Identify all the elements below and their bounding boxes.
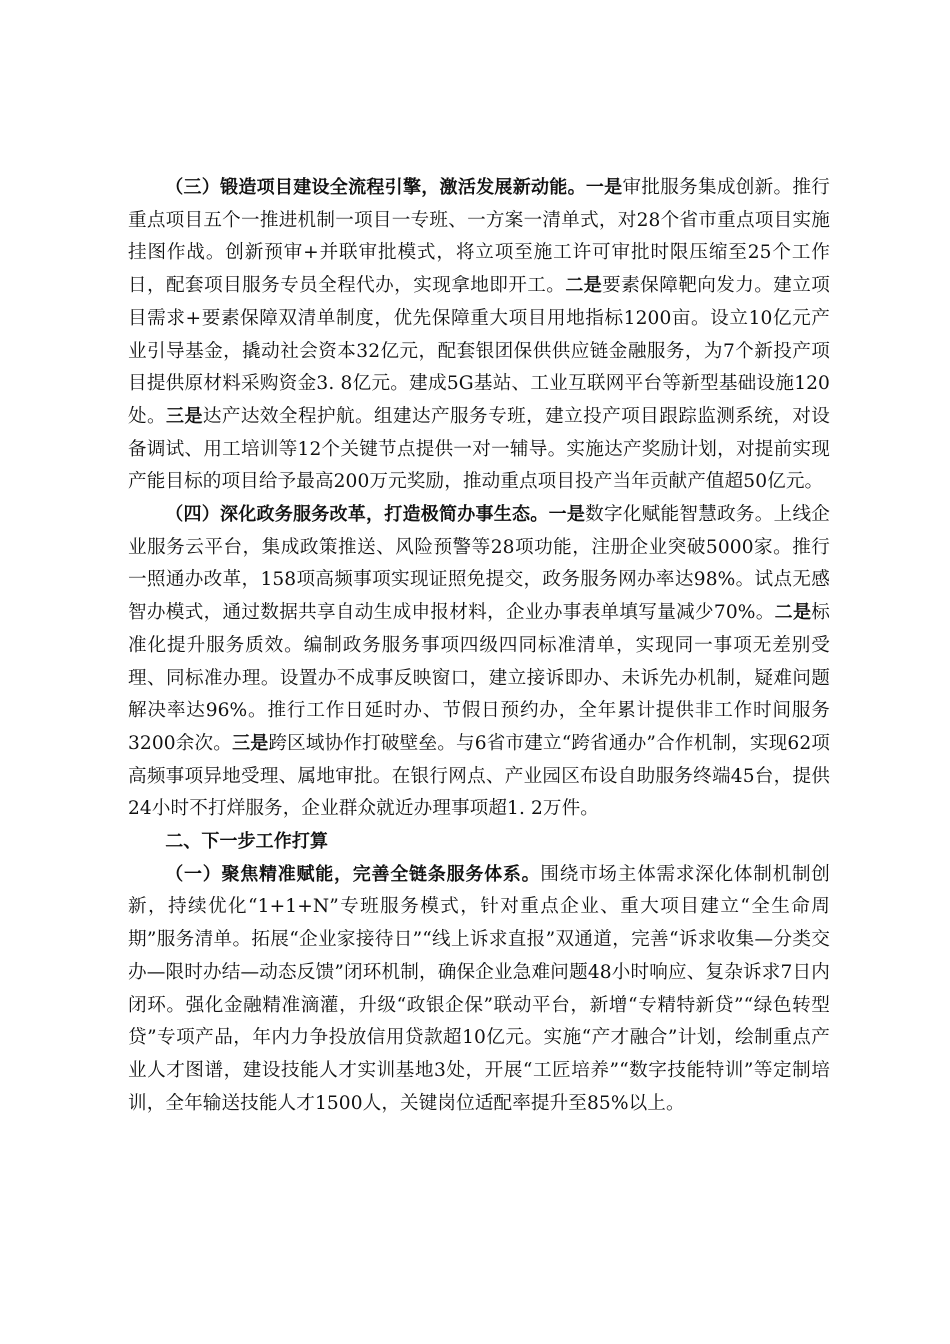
paragraph-next-steps — [128, 859, 830, 1121]
item-text: 审批服务集成创新。推行重点项目五个一推进机制一项目一专班、一方案一清单式，对28个省市重点项目实施挂图作战。创新预审+并联审批模式，将立项至施工许可审批时限压缩至25个工作日，配套项目服务专员全程代办，实现拿地即开工。 — [128, 177, 830, 297]
section-title: （三）锻造项目建设全流程引擎，激活发展新动能。 — [165, 177, 586, 198]
paragraph-section-4 — [128, 499, 830, 826]
item-label: 二是 — [774, 602, 812, 624]
paragraph-section-3 — [128, 172, 830, 499]
paragraph-text: 围绕市场主体需求深化体制机制创新，持续优化“1+1+N”专班服务模式，针对重点企业、重大项目建立“全生命周期”服务清单。拓展“企业家接待日”“线上诉求直报”双通道，完善“诉求收集—分类交办—限时办结—动态反馈”闭环机制，确保企业急难问题48小时响应、复杂诉求7日内闭环。强化金融精准滴灌，升级“政银企保”联动平台，新增“专精特新贷”“绿色转型贷”专项产品，年内力争投放信用贷款超10亿元。实施“产才融合”计划，绘制重点产业人才图谱，建设技能人才实训基地3处，开展“工匠培养”“数字技能特训”等定制培训，全年输送技能人才1500人，关键岗位适配率提升至85%以上。 — [128, 863, 830, 1114]
item-label: 二是 — [565, 275, 603, 297]
item-text: 跨区域协作打破壁垒。与6省市建立“跨省通办”合作机制，实现62项高频事项异地受理、属地审批。在银行网点、产业园区布设自助服务终端45台，提供24小时不打烊服务，企业群众就近办理事项超1. 2万件。 — [128, 732, 830, 820]
document-body — [128, 172, 830, 1120]
item-label: 三是 — [232, 732, 269, 754]
item-label: 三是 — [166, 405, 203, 427]
section-title: （一）聚焦精准赋能，完善全链条服务体系。 — [165, 863, 541, 885]
item-label: 一是 — [585, 177, 623, 198]
section-title: （四）深化政务服务改革，打造极简办事生态。 — [165, 504, 549, 526]
item-text: 标准化提升服务质效。编制政务服务事项四级四同标准清单，实现同一事项无差别受理、同标准办理。设置办不成事反映窗口，建立接诉即办、未诉先办机制，疑难问题解决率达96%。推行工作日延时办、节假日预约办，全年累计提供非工作时间服务3200余次。 — [128, 602, 830, 754]
section-heading-text: 二、下一步工作打算 — [165, 831, 329, 853]
item-text: 要素保障靶向发力。建立项目需求+要素保障双清单制度，优先保障重大项目用地指标1200亩。设立10亿元产业引导基金，撬动社会资本32亿元，配套银团保供供应链金融服务，为7个新投产项目提供原材料采购资金3. 8亿元。建成5G基站、工业互联网平台等新型基础设施120处。 — [128, 275, 830, 427]
item-label: 一是 — [548, 504, 586, 526]
item-text: 数字化赋能智慧政务。上线企业服务云平台，集成政策推送、风险预警等28项功能，注册企业突破5000家。推行一照通办改革，158项高频事项实现证照免提交，政务服务网办率达98%。试点无感智办模式，通过数据共享自动生成申报材料，企业办事表单填写量减少70%。 — [128, 504, 830, 624]
section-heading — [128, 826, 830, 859]
item-text: 达产达效全程护航。组建达产服务专班，建立投产项目跟踪监测系统，对设备调试、用工培训等12个关键节点提供一对一辅导。实施达产奖励计划，对提前实现产能目标的项目给予最高200万元奖励，推动重点项目投产当年贡献产值超50亿元。 — [128, 405, 830, 493]
